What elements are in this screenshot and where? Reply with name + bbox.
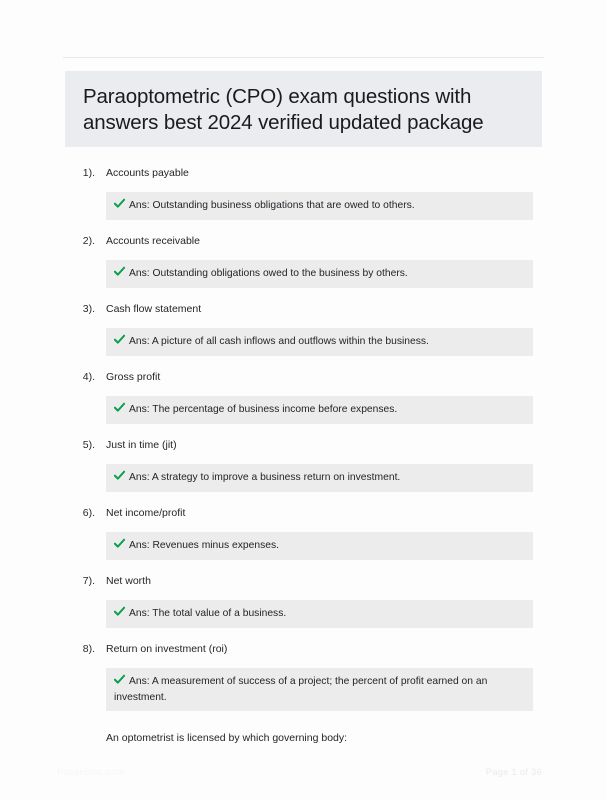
answer-box xyxy=(106,396,533,424)
question-text: Cash flow statement xyxy=(106,303,202,315)
answer-line xyxy=(114,674,524,705)
question-row xyxy=(0,368,606,386)
answer-line xyxy=(114,606,524,622)
trailing-question: An optometrist is licensed by which governing body: xyxy=(106,732,348,744)
green-check-icon xyxy=(114,538,125,549)
answer-line xyxy=(114,198,524,214)
footer-watermark: PaperStoc.com xyxy=(57,767,125,778)
question-text: Just in time (jit) xyxy=(106,439,177,451)
question-row xyxy=(0,572,606,590)
answer-text: Ans: The percentage of business income before expenses. xyxy=(129,404,398,415)
answer-text: Ans: Outstanding business obligations that are owed to others. xyxy=(129,200,415,211)
green-check-icon xyxy=(114,266,125,277)
answer-box xyxy=(106,260,533,288)
answer-line xyxy=(114,470,524,486)
qa-item xyxy=(0,164,606,220)
answer-line xyxy=(114,334,524,350)
qa-item xyxy=(0,300,606,356)
question-row xyxy=(0,504,606,522)
qa-item xyxy=(0,232,606,288)
question-number: 7). xyxy=(82,575,95,587)
answer-box xyxy=(106,600,533,628)
question-number: 6). xyxy=(82,507,95,519)
question-text: Net worth xyxy=(106,575,151,587)
qa-item xyxy=(0,436,606,492)
green-check-icon xyxy=(114,674,125,685)
green-check-icon xyxy=(114,402,125,413)
question-number: 4). xyxy=(82,371,95,383)
green-check-icon xyxy=(114,334,125,345)
answer-line xyxy=(114,538,524,554)
answer-box xyxy=(106,328,533,356)
question-text: Return on investment (roi) xyxy=(106,643,228,655)
question-text: Gross profit xyxy=(106,371,161,383)
question-text: Accounts payable xyxy=(106,167,189,179)
header-divider xyxy=(63,57,544,58)
footer-page-number: Page 1 of 36 xyxy=(485,767,542,778)
qa-item xyxy=(0,504,606,560)
answer-text: Ans: A measurement of success of a project; the percent of profit earned on an investment. xyxy=(114,676,488,703)
question-number: 2). xyxy=(82,235,95,247)
answer-box xyxy=(106,668,533,711)
answer-text: Ans: The total value of a business. xyxy=(129,608,287,619)
qa-item xyxy=(0,572,606,628)
question-text: Net income/profit xyxy=(106,507,186,519)
question-number: 5). xyxy=(82,439,95,451)
green-check-icon xyxy=(114,470,125,481)
green-check-icon xyxy=(114,198,125,209)
answer-box xyxy=(106,192,533,220)
answer-text: Ans: Outstanding obligations owed to the business by others. xyxy=(129,268,408,279)
question-number: 1). xyxy=(82,167,95,179)
question-text: Accounts receivable xyxy=(106,235,200,247)
question-answer-list xyxy=(0,164,606,724)
question-row xyxy=(0,300,606,318)
question-row xyxy=(0,436,606,454)
answer-text: Ans: A picture of all cash inflows and outflows within the business. xyxy=(129,336,429,347)
qa-item xyxy=(0,368,606,424)
page-footer xyxy=(0,765,606,785)
question-row xyxy=(0,640,606,658)
answer-line xyxy=(114,266,524,282)
answer-box xyxy=(106,464,533,492)
document-title-block xyxy=(65,71,542,147)
page-title: Paraoptometric (CPO) exam questions with answers best 2024 verified updated package xyxy=(83,85,484,134)
question-row xyxy=(0,164,606,182)
question-number: 3). xyxy=(82,303,95,315)
answer-text: Ans: Revenues minus expenses. xyxy=(129,540,279,551)
green-check-icon xyxy=(114,606,125,617)
answer-box xyxy=(106,532,533,560)
answer-line xyxy=(114,402,524,418)
question-number: 8). xyxy=(82,643,95,655)
question-row xyxy=(0,232,606,250)
qa-item xyxy=(0,640,606,711)
answer-text: Ans: A strategy to improve a business return on investment. xyxy=(129,472,401,483)
